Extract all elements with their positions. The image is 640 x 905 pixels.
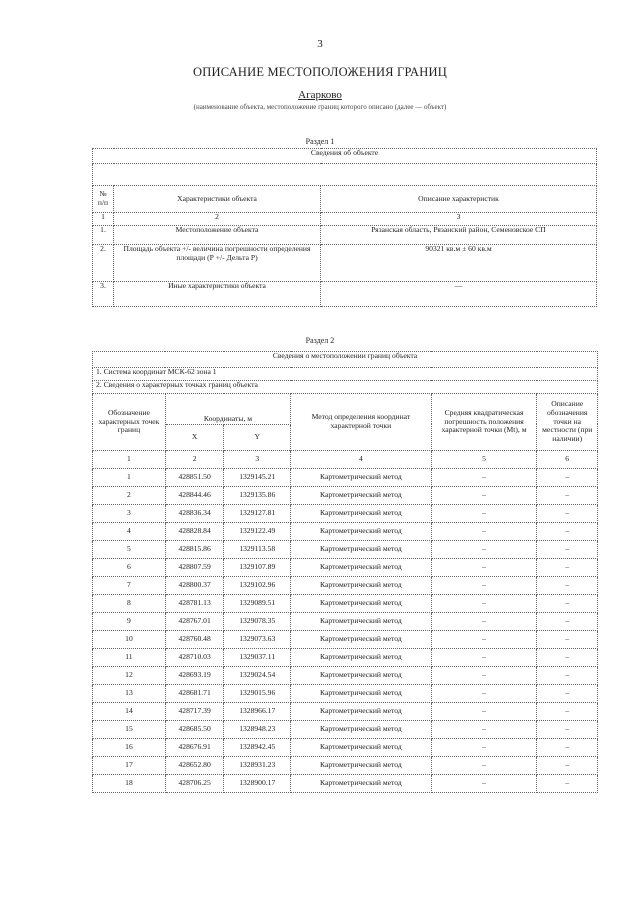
col-number-header: № п/п	[93, 186, 114, 213]
page-number: 3	[317, 38, 323, 50]
point-y: 1329024.54	[224, 667, 291, 685]
point-x: 428815.86	[165, 541, 224, 559]
point-x: 428717.39	[165, 703, 224, 721]
point-marking: –	[537, 541, 598, 559]
object-info-table	[92, 148, 597, 307]
point-error: –	[431, 613, 537, 631]
point-y: 1329037.11	[224, 649, 291, 667]
point-y: 1329122.49	[224, 523, 291, 541]
point-number: 12	[93, 667, 166, 685]
table-row	[93, 631, 598, 649]
point-error: –	[431, 595, 537, 613]
point-error: –	[431, 559, 537, 577]
row-number: 1.	[93, 226, 114, 245]
point-method: Картометрический метод	[291, 757, 432, 775]
object-name-text: Агарково	[298, 89, 342, 101]
point-marking: –	[537, 523, 598, 541]
point-method: Картометрический метод	[291, 505, 432, 523]
point-error: –	[431, 775, 537, 793]
row-value: 90321 кв.м ± 60 кв.м	[321, 245, 597, 282]
point-marking: –	[537, 775, 598, 793]
point-number: 1	[93, 469, 166, 487]
col-index: 5	[431, 451, 537, 469]
point-method: Картометрический метод	[291, 541, 432, 559]
table-row	[93, 541, 598, 559]
point-y: 1328966.17	[224, 703, 291, 721]
point-x: 428851.50	[165, 469, 224, 487]
table-row	[93, 487, 598, 505]
col-coords-header: Координаты, м	[165, 394, 290, 425]
point-method: Картометрический метод	[291, 667, 432, 685]
section1-label: Раздел 1	[305, 137, 335, 146]
col-index: 6	[537, 451, 598, 469]
point-method: Картометрический метод	[291, 523, 432, 541]
row-value: —	[321, 282, 597, 307]
point-number: 14	[93, 703, 166, 721]
point-marking: –	[537, 703, 598, 721]
point-error: –	[431, 667, 537, 685]
point-method: Картометрический метод	[291, 559, 432, 577]
col-error-header: Средняя квадратическая погрешность положения характерной точки (Мt), м	[431, 394, 537, 451]
point-marking: –	[537, 595, 598, 613]
point-error: –	[431, 469, 537, 487]
col-point-header: Обозначение характерных точек границ	[93, 394, 166, 451]
table-row	[93, 775, 598, 793]
point-number: 11	[93, 649, 166, 667]
point-y: 1329127.81	[224, 505, 291, 523]
point-y: 1328942.45	[224, 739, 291, 757]
point-number: 7	[93, 577, 166, 595]
point-y: 1328948.23	[224, 721, 291, 739]
point-error: –	[431, 505, 537, 523]
col-index: 3	[321, 213, 597, 226]
col-index: 2	[114, 213, 321, 226]
table-row	[93, 757, 598, 775]
section1-header: Сведения об объекте	[93, 149, 597, 164]
table-row	[93, 523, 598, 541]
point-marking: –	[537, 667, 598, 685]
point-error: –	[431, 739, 537, 757]
col-method-header: Метод определения координат характерной точки	[291, 394, 432, 451]
row-value: Рязанская область, Рязанский район, Семеновское СП	[321, 226, 597, 245]
point-y: 1329102.96	[224, 577, 291, 595]
point-x: 428676.91	[165, 739, 224, 757]
row-number: 2.	[93, 245, 114, 282]
object-row	[93, 226, 597, 245]
point-number: 10	[93, 631, 166, 649]
point-x: 428652.80	[165, 757, 224, 775]
table-row	[93, 721, 598, 739]
point-marking: –	[537, 739, 598, 757]
row-characteristic: Площадь объекта +/- величина погрешности определения площади (Р +/- Дельта Р)	[114, 245, 321, 282]
point-y: 1329145.21	[224, 469, 291, 487]
point-number: 5	[93, 541, 166, 559]
section2-header: Сведения о местоположении границ объекта	[93, 352, 598, 368]
point-error: –	[431, 721, 537, 739]
point-x: 428828.84	[165, 523, 224, 541]
object-caption: (наименование объекта, местоположение границ которого описано (далее — объект)	[193, 103, 447, 111]
point-method: Картометрический метод	[291, 631, 432, 649]
point-number: 9	[93, 613, 166, 631]
point-number: 13	[93, 685, 166, 703]
point-x: 428767.01	[165, 613, 224, 631]
row-number: 3.	[93, 282, 114, 307]
point-x: 428685.50	[165, 721, 224, 739]
point-marking: –	[537, 613, 598, 631]
point-y: 1329015.96	[224, 685, 291, 703]
point-method: Картометрический метод	[291, 613, 432, 631]
col-characteristic-header: Характеристики объекта	[114, 186, 321, 213]
point-marking: –	[537, 685, 598, 703]
col-index: 1	[93, 213, 114, 226]
point-number: 4	[93, 523, 166, 541]
col-description-header: Описание характеристик	[321, 186, 597, 213]
point-x: 428706.25	[165, 775, 224, 793]
col-index: 3	[224, 451, 291, 469]
point-y: 1329107.89	[224, 559, 291, 577]
point-method: Картометрический метод	[291, 469, 432, 487]
point-method: Картометрический метод	[291, 739, 432, 757]
point-method: Картометрический метод	[291, 721, 432, 739]
col-index: 4	[291, 451, 432, 469]
point-x: 428844.46	[165, 487, 224, 505]
point-marking: –	[537, 757, 598, 775]
point-marking: –	[537, 505, 598, 523]
table-row	[93, 685, 598, 703]
col-x-header: X	[165, 424, 224, 450]
point-y: 1329073.63	[224, 631, 291, 649]
table-row	[93, 559, 598, 577]
coord-system: 1. Система координат МСК-62 зона 1	[93, 368, 598, 381]
point-y: 1329135.86	[224, 487, 291, 505]
point-method: Картометрический метод	[291, 577, 432, 595]
boundary-points-table	[92, 351, 598, 793]
point-x: 428693.19	[165, 667, 224, 685]
point-error: –	[431, 631, 537, 649]
point-x: 428836.34	[165, 505, 224, 523]
document-title: ОПИСАНИЕ МЕСТОПОЛОЖЕНИЯ ГРАНИЦ	[193, 65, 447, 79]
point-x: 428807.59	[165, 559, 224, 577]
point-number: 6	[93, 559, 166, 577]
point-number: 16	[93, 739, 166, 757]
point-number: 15	[93, 721, 166, 739]
table-row	[93, 667, 598, 685]
table-row	[93, 703, 598, 721]
table-row	[93, 739, 598, 757]
point-method: Картометрический метод	[291, 703, 432, 721]
point-method: Картометрический метод	[291, 487, 432, 505]
point-error: –	[431, 523, 537, 541]
point-x: 428800.37	[165, 577, 224, 595]
point-y: 1329113.58	[224, 541, 291, 559]
point-error: –	[431, 757, 537, 775]
point-x: 428710.03	[165, 649, 224, 667]
point-y: 1328931.23	[224, 757, 291, 775]
point-method: Картометрический метод	[291, 649, 432, 667]
point-marking: –	[537, 721, 598, 739]
point-y: 1328900.17	[224, 775, 291, 793]
point-x: 428760.48	[165, 631, 224, 649]
table-row	[93, 649, 598, 667]
row-characteristic: Иные характеристики объекта	[114, 282, 321, 307]
point-marking: –	[537, 487, 598, 505]
point-marking: –	[537, 631, 598, 649]
point-number: 3	[93, 505, 166, 523]
point-x: 428781.13	[165, 595, 224, 613]
col-index: 1	[93, 451, 166, 469]
point-method: Картометрический метод	[291, 775, 432, 793]
object-name	[0, 89, 640, 101]
point-method: Картометрический метод	[291, 685, 432, 703]
point-y: 1329078.35	[224, 613, 291, 631]
table-row	[93, 613, 598, 631]
table-row	[93, 469, 598, 487]
point-number: 8	[93, 595, 166, 613]
point-marking: –	[537, 649, 598, 667]
object-row	[93, 282, 597, 307]
table-row	[93, 595, 598, 613]
points-title: 2. Сведения о характерных точках границ объекта	[93, 381, 598, 394]
point-error: –	[431, 541, 537, 559]
point-marking: –	[537, 469, 598, 487]
row-characteristic: Местоположение объекта	[114, 226, 321, 245]
point-method: Картометрический метод	[291, 595, 432, 613]
section1-spacer	[93, 164, 597, 186]
table-row	[93, 505, 598, 523]
section2-label: Раздел 2	[305, 336, 335, 345]
point-error: –	[431, 649, 537, 667]
point-number: 17	[93, 757, 166, 775]
object-row	[93, 245, 597, 282]
point-number: 18	[93, 775, 166, 793]
point-error: –	[431, 685, 537, 703]
point-marking: –	[537, 577, 598, 595]
col-y-header: Y	[224, 424, 291, 450]
col-index: 2	[165, 451, 224, 469]
point-x: 428681.71	[165, 685, 224, 703]
point-error: –	[431, 577, 537, 595]
point-error: –	[431, 703, 537, 721]
point-marking: –	[537, 559, 598, 577]
point-error: –	[431, 487, 537, 505]
point-y: 1329089.51	[224, 595, 291, 613]
point-number: 2	[93, 487, 166, 505]
col-marking-header: Описание обозначения точки на местности (при наличии)	[537, 394, 598, 451]
table-row	[93, 577, 598, 595]
